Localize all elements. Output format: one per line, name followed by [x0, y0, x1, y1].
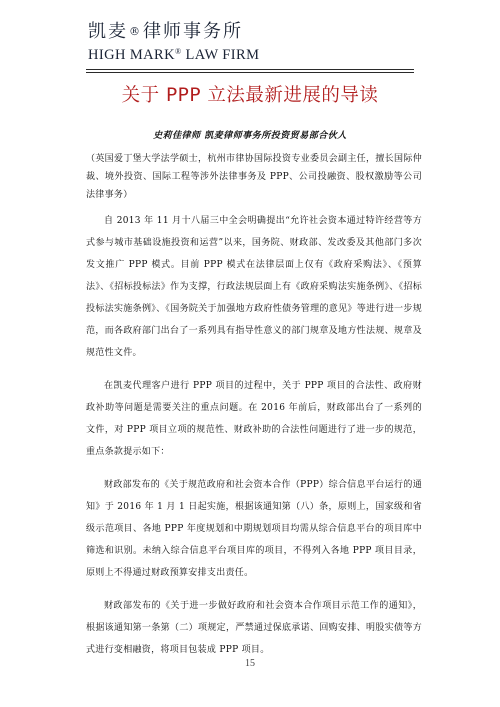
firm-name-cn — [88, 22, 388, 42]
author-bio: （英国爱丁堡大学法学硕士，杭州市律协国际投资专业委员会副主任，擅长国际仲裁、境外投资、国际工程等涉外法律事务及 PPP、公司投融资、股权激励等公司法律事务） — [86, 154, 422, 200]
page-number: 15 — [245, 658, 255, 669]
header-divider-top — [86, 69, 414, 70]
article-body — [86, 150, 422, 661]
paragraph-4: 财政部发布的《关于进一步做好政府和社会资本合作项目示范工作的通知》，根据该通知第一条第（二）项规定，严禁通过保底承诺、回购安排、明股实债等方式进行变相融资，将项目包装成 PPP 项目。 — [86, 601, 422, 655]
article-title: 关于 PPP 立法最新进展的导读 — [121, 85, 379, 106]
firm-name-cn-part1: 凯麦 — [88, 21, 128, 42]
paragraph-2: 在凯麦代理客户进行 PPP 项目的过程中，关于 PPP 项目的合法性、政府财政补助等问题是需要关注的重点问题。在 2016 年前后，财政部出台了一系列的文件，对 PPP 项目立项的规范性、财政补助的合法性问题进行了进一步的规范，重点条款提示如下： — [86, 381, 422, 457]
firm-name-cn-part2: 律师事务所 — [143, 21, 243, 42]
header-divider-bottom — [86, 72, 414, 73]
paragraph-1: 自 2013 年 11 月十八届三中全会明确提出“允许社会资本通过特许经营等方式参与城市基础设施投资和运营”以来，国务院、财政部、发改委及其他部门多次发文推广 PPP 模式。目前 PPP 模式在法律层面上仅有《政府采购法》、《预算法》、《招标投标法》作为支撑，行政法规层面上有《政府采购法实施条例》、《招标投标法实施条例》、《国务院关于加强地方政府性债务管理的意见》等进行进一步规范，而各政府部门出台了一系列具有指导性意义的部门规章及地方性法规、规章及规范性文件。 — [86, 216, 422, 358]
registered-mark-icon: ® — [129, 25, 142, 38]
firm-logo — [88, 22, 388, 64]
author-line: 史莉佳律师 凯麦律师事务所投资贸易部合伙人 — [153, 131, 347, 141]
paragraph-3: 财政部发布的《关于规范政府和社会资本合作（PPP）综合信息平台运行的通知》于 2016 年 1 月 1 日起实施，根据该通知第（八）条，原则上，国家级和省级示范项目、各地 PPP 年度规划和中期规划项目均需从综合信息平台的项目库中筛选和识别。未纳入综合信息平台项目库的项目，不得列入各地 PPP 项目目录，原则上不得通过财政预算安排支出责任。 — [86, 480, 422, 578]
firm-name-en — [88, 47, 388, 64]
registered-mark-en-icon: ® — [174, 47, 182, 56]
firm-name-en-text: HIGH MARK® LAW FIRM — [88, 47, 260, 63]
